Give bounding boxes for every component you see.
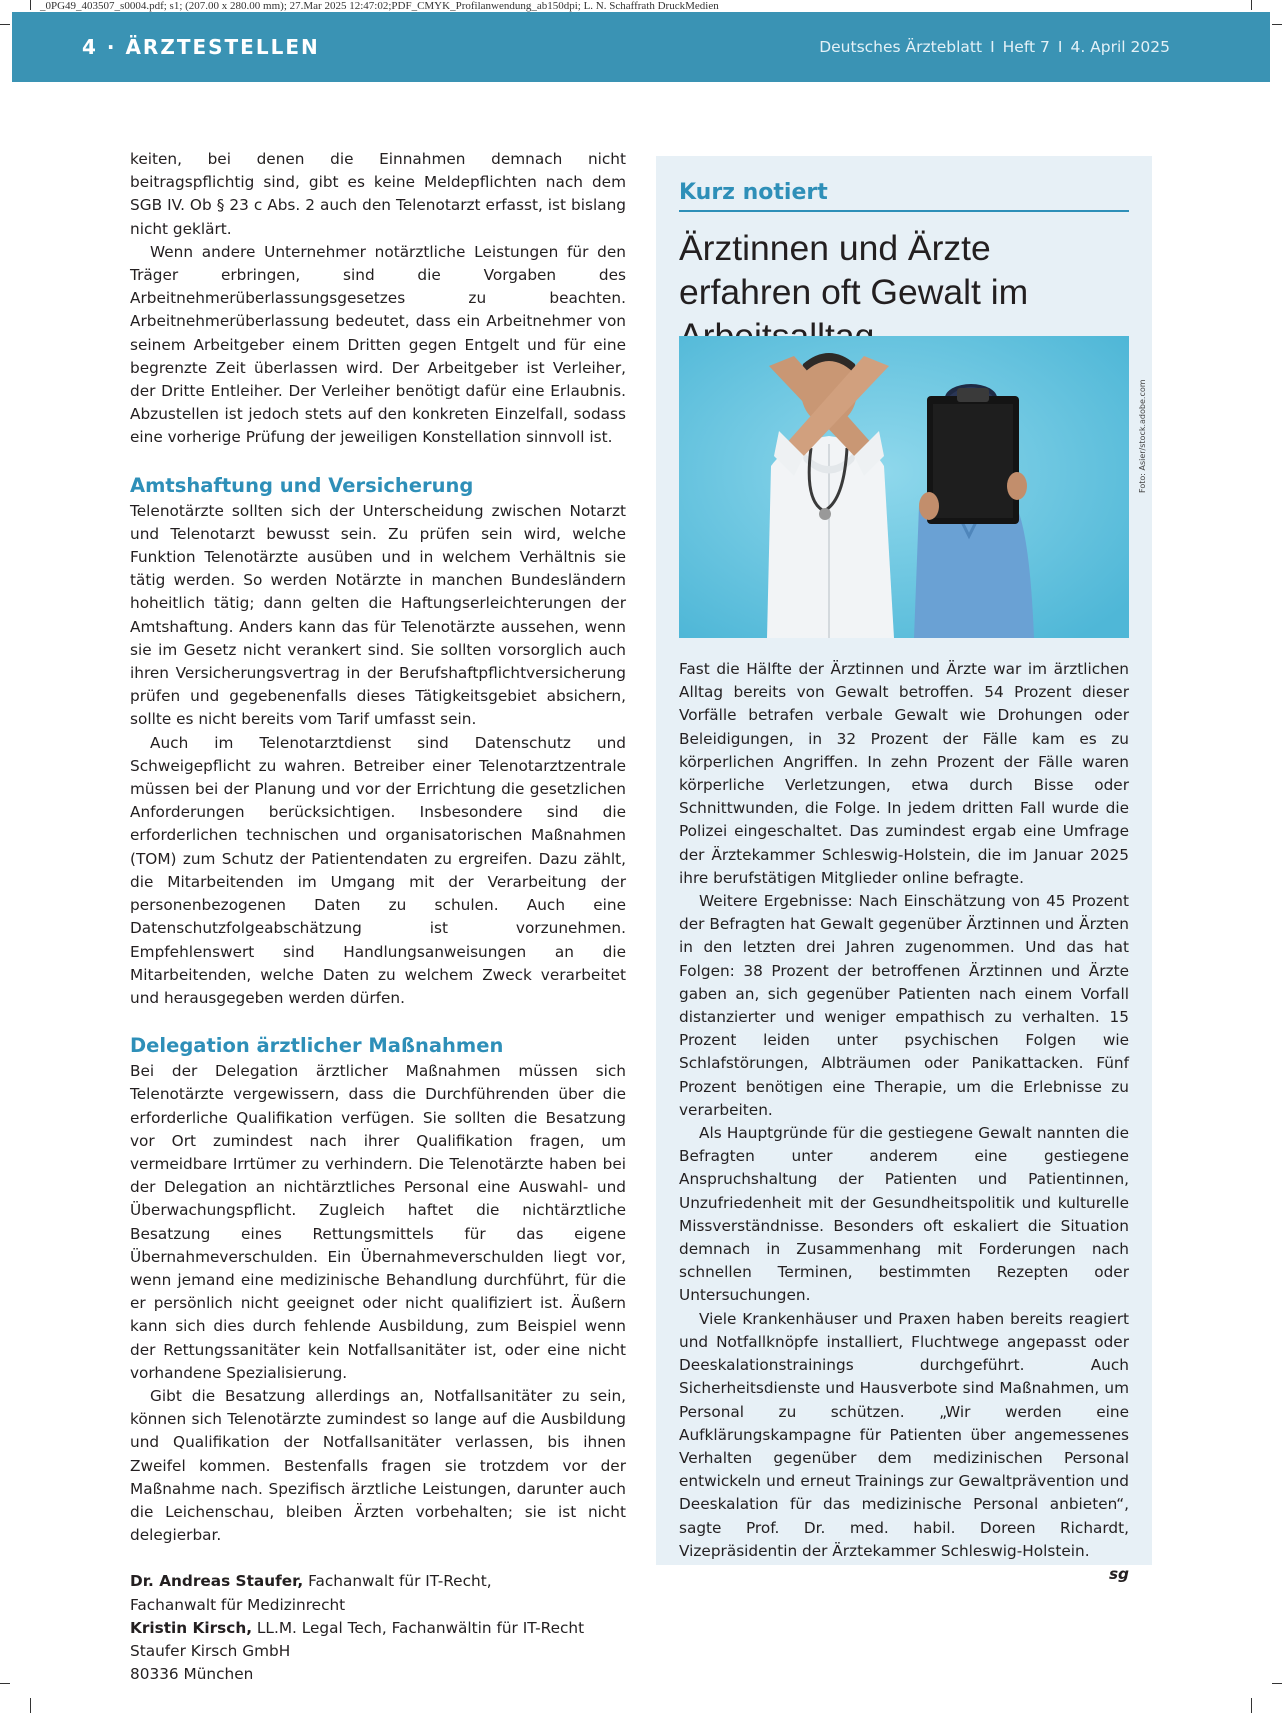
author-title: LL.M. Legal Tech, Fachanwältin für IT-Recht — [252, 1618, 585, 1637]
author-name: Kristin Kirsch, — [130, 1618, 253, 1637]
crop-mark — [30, 0, 31, 10]
paragraph: Weitere Ergebnisse: Nach Einschätzung von 45 Prozent der Befragten hat Gewalt gegenüber Ärztinnen und Ärzten in den letzten drei Jahren zugenommen. Und das hat Folgen: 38 Prozent der betroffenen Ärztinnen und Ärzte gaben an, sich gegenüber Patienten nach einem Vorfall distanzierter und weniger empathisch zu verhalten. 15 Prozent leiden unter psychischen Folgen wie Schlafstörungen, Albträumen oder Panikattacken. Fünf Prozent benötigen eine Therapie, um die Erlebnisse zu verarbeiten. — [679, 892, 1129, 1119]
doctors-photo — [679, 336, 1129, 638]
crop-mark — [1251, 0, 1252, 10]
news-box — [656, 156, 1152, 1583]
author-title: Fachanwalt für IT-Recht, — [303, 1572, 492, 1591]
paragraph: Telenotärzte sollten sich der Unterscheidung zwischen Notarzt und Telenotarzt bewusst sein. Zu prüfen sein wird, welche Funktion Telenotärzte ausüben und in welchem Verhältnis sie tätig werden. So werden Notärzte in manchen Bundesländern hoheitlich tätig; dann gelten die Haftungserleichterungen der Amtshaftung. Anders kann das für Telenotärzte aussehen, wenn sie im Gesetz nicht verankert sind. Sie sollten vorsorglich auch ihren Versicherungsvertrag in der Berufshaftpflichtversicherung prüfen und gegebenenfalls dieses Tätigkeitsgebiet absichern, sollte es nicht bereits vom Tarif umfasst sein. — [130, 501, 626, 729]
crop-mark — [0, 1683, 10, 1684]
crop-mark — [1272, 24, 1282, 25]
section-title: 4 · ÄRZTESTELLEN — [82, 35, 320, 59]
paragraph: Wenn andere Unternehmer notärztliche Leistungen für den Träger erbringen, sind die Vorgaben des Arbeitnehmerüberlassungsgesetzes zu beachten. Arbeitnehmerüberlassung bedeutet, dass ein Arbeitnehmer von seinem Arbeitgeber einem Dritten gegen Entgelt und für eine begrenzte Zeit überlassen wird. Der Arbeitgeber ist Verleiher, der Dritte Entleiher. Der Verleiher benötigt dafür eine Erlaubnis. Abzustellen ist jedoch stets auf den konkreten Einzelfall, sodass eine vorherige Prüfung der jeweiligen Konstellation sinnvoll ist. — [130, 242, 626, 447]
issue-number: Heft 7 — [1002, 38, 1050, 56]
paragraph: Fast die Hälfte der Ärztinnen und Ärzte war im ärztlichen Alltag bereits von Gewalt betroffen. 54 Prozent dieser Vorfälle betrafen verbale Gewalt wie Drohungen oder Beleidigungen, in 32 Prozent der Fälle kam es zu körperlichen Angriffen. In zehn Prozent der Fälle waren körperliche Verletzungen, etwa durch Bisse oder Schnittwunden, die Folge. In jedem dritten Fall wurde die Polizei eingeschaltet. Das zumindest ergab eine Umfrage der Ärztekammer Schleswig-Holstein, die im Januar 2025 ihre berufstätigen Mitglieder online befragte. — [679, 660, 1129, 887]
issue-date: 4. April 2025 — [1070, 38, 1170, 56]
paragraph: Viele Krankenhäuser und Praxen haben bereits reagiert und Notfallknöpfe installiert, Fluchtwege angepasst oder Deeskalationstrainings durchgeführt. Auch Sicherheitsdienste und Hausverbote sind Maßnahmen, um Personal zu schützen. „Wir werden eine Aufklärungskampagne für Patienten über angemessenes Verhalten gegenüber dem medizinischen Personal entwickeln und erneut Trainings zur Gewaltprävention und Deeskalation für das medizinische Personal anbieten“, sagte Prof. Dr. med. habil. Doreen Richardt, Vizepräsidentin der Ärztekammer Schleswig-Holstein. — [679, 1309, 1129, 1560]
photo-credit: Foto: Asier/stock.adobe.com — [1138, 379, 1147, 493]
firm-name: Staufer Kirsch GmbH — [130, 1641, 291, 1660]
print-slug: _0PG49_403507_s0004.pdf; s1; (207.00 x 280.00 mm); 27.Mar 2025 12:47:02;PDF_CMYK_Profilanwendung_ab150dpi; L. N. Schaffrath DruckMedien — [40, 0, 719, 12]
crop-mark — [30, 1698, 31, 1713]
page-header — [12, 12, 1270, 82]
issue-info — [819, 12, 1170, 82]
box-headline: Ärztinnen und Ärzte erfahren oft Gewalt im — [679, 228, 1029, 312]
paragraph: keiten, bei denen die Einnahmen demnach nicht beitragspflichtig sind, gibt es keine Meldepflichten nach dem SGB IV. Ob § 23 c Abs. 2 auch den Telenotarzt erfasst, ist bislang nicht geklärt. — [130, 150, 626, 238]
publication-name: Deutsches Ärzteblatt — [819, 38, 983, 56]
article-column — [130, 148, 626, 1686]
paragraph: Gibt die Besatzung allerdings an, Notfallsanitäter zu sein, können sich Telenotärzte zumindest so lange auf die Ausbildung und Qualifikation der Notfallsanitäter verlassen, bis ihnen Zweifel kommen. Bestenfalls fragen sie trotzdem vor der Maßnahme nach. Spezifisch ärztliche Leistungen, darunter auch die Leichenschau, bleiben Ärzten vorbehalten; sie ist nicht delegierbar. — [130, 1386, 626, 1545]
separator: I — [990, 38, 995, 56]
crop-mark — [0, 24, 10, 25]
subheading: Delegation ärztlicher Maßnahmen — [130, 1034, 504, 1058]
author-title: Fachanwalt für Medizinrecht — [130, 1595, 346, 1614]
author-info — [130, 1570, 626, 1686]
separator: I — [1057, 38, 1063, 56]
author-name: Dr. Andreas Staufer, — [130, 1572, 304, 1591]
box-kicker: Kurz notiert — [679, 178, 1129, 212]
subheading: Amtshaftung und Versicherung — [130, 473, 474, 497]
paragraph: Als Hauptgründe für die gestiegene Gewalt nannten die Befragten unter anderem eine gestiegene Anspruchshaltung der Patienten und Patientinnen, Unzufriedenheit mit der Gesundheitspolitik und kulturelle Missverständnisse. Besonders oft eskaliert die Situation demnach in Zusammenhang mit Forderungen nach schnellen Terminen, bestimmten Rezepten oder Untersuchungen. — [679, 1124, 1129, 1305]
firm-city: 80336 München — [130, 1665, 254, 1684]
paragraph: Bei der Delegation ärztlicher Maßnahmen müssen sich Telenotärzte vergewissern, dass die Durchführenden über die erforderliche Qualifikation verfügen. Sie sollten die Besatzung vor Ort zumindest nach ihrer Qualifikation fragen, um vermeidbare Irrtümer zu verhindern. Die Telenotärzte haben bei der Delegation an nichtärztliches Personal eine Auswahl- und Überwachungspflicht. Zugleich haftet die nichtärztliche Besatzung eines Rettungsmittels für das eigene Übernahmeverschulden. Ein Übernahmeverschulden liegt vor, wenn jemand eine medizinische Behandlung durchführt, für die er persönlich nicht geeignet oder nicht qualifiziert ist. Äußern kann sich dies durch fehlende Ausbildung, zum Beispiel wenn der Rettungssanitäter kein Notfallsanitäter ist, oder eine nicht vorhandene Spezialisierung. — [130, 1062, 626, 1382]
author-signoff: sg — [1108, 1564, 1129, 1583]
crop-mark — [1272, 1683, 1282, 1684]
crop-mark — [1251, 1698, 1252, 1713]
box-text — [679, 658, 1129, 1586]
paragraph: Auch im Telenotarztdienst sind Datenschutz und Schweigepflicht zu wahren. Betreiber einer Telenotarztzentrale müssen bei der Planung und vor der Errichtung die gesetzlichen Anforderungen berücksichtigen. Insbesondere sind die erforderlichen technischen und organisatorischen Maßnahmen (TOM) zum Schutz der Patientendaten zu ergreifen. Dazu zählt, die Mitarbeitenden im Umgang mit der Verarbeitung der personenbezogenen Daten zu schulen. Auch eine Datenschutzfolgeabschätzung ist vorzunehmen. Empfehlenswert sind Handlungsanweisungen an die Mitarbeitenden, welche Daten zu welchem Zweck verarbeitet und herausgegeben werden dürfen. — [130, 733, 626, 1007]
